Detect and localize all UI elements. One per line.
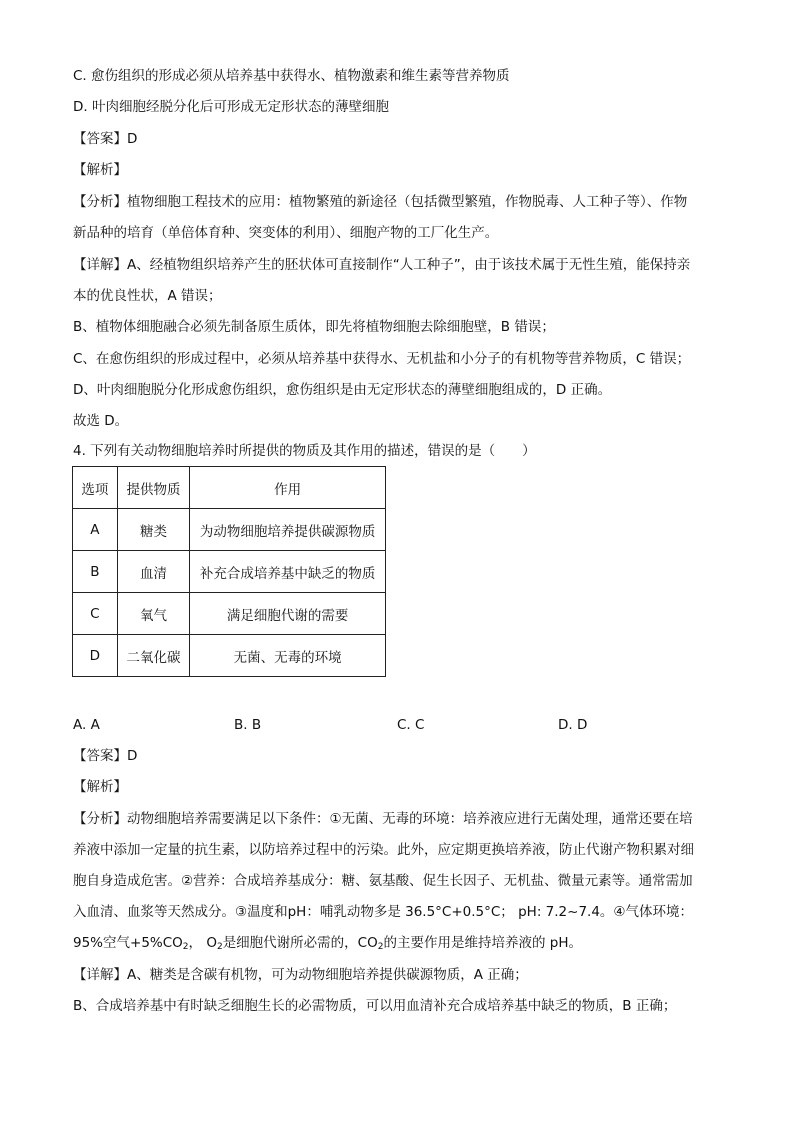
analysis-label: 【解析】 xyxy=(73,779,127,795)
table-cell: D xyxy=(73,635,118,677)
conclusion-text: 故选 D。 xyxy=(73,413,129,429)
question-4-stem: 4. 下列有关动物细胞培养时所提供的物质及其作用的描述，错误的是（ ） xyxy=(73,443,536,459)
analysis-text: 新品种的培育（单倍体育种、突变体的利用）、细胞产物的工厂化生产。 xyxy=(73,225,499,241)
table-row xyxy=(73,593,386,635)
analysis-text: 养液中添加一定量的抗生素，以防培养过程中的污染。此外，应定期更换培养液，防止代谢产物积累对细 xyxy=(73,842,694,858)
choice-d: D. D xyxy=(558,717,588,733)
table-cell: 无菌、无毒的环境 xyxy=(190,635,386,677)
choice-b: B. B xyxy=(234,717,262,733)
choice-a: A. A xyxy=(73,717,100,733)
text-line-c-option: C. 愈伤组织的形成必须从培养基中获得水、植物激素和维生素等营养物质 xyxy=(73,68,510,84)
table-cell: 氧气 xyxy=(117,593,190,635)
table-cell: 二氧化碳 xyxy=(117,635,190,677)
gas-text: 的主要作用是维持培养液的 pH。 xyxy=(383,935,582,951)
table-cell: 满足细胞代谢的需要 xyxy=(190,593,386,635)
detail-text: 【详解】A、糖类是含碳有机物，可为动物细胞培养提供碳源物质，A 正确； xyxy=(73,967,528,983)
detail-text: D、叶肉细胞脱分化形成愈伤组织，愈伤组织是由无定形状态的薄壁细胞组成的，D 正确。 xyxy=(73,382,612,398)
answer-label: 【答案】D xyxy=(73,748,138,764)
text-line-d-option: D. 叶肉细胞经脱分化后可形成无定形状态的薄壁细胞 xyxy=(73,99,389,115)
gas-text: 是细胞代谢所必需的，CO xyxy=(222,935,378,951)
choice-c: C. C xyxy=(397,717,425,733)
analysis-text: 胞自身造成危害。②营养：合成培养基成分：糖、氨基酸、促生长因子、无机盐、微量元素等。通常需加 xyxy=(73,873,693,889)
table-row xyxy=(73,635,386,677)
gas-environment-line xyxy=(73,933,582,957)
analysis-text: 【分析】动物细胞培养需要满足以下条件：①无菌、无毒的环境：培养液应进行无菌处理，通常还要在培 xyxy=(73,811,693,827)
table-row xyxy=(73,509,386,551)
table-cell: 血清 xyxy=(117,551,190,593)
table-cell: C xyxy=(73,593,118,635)
detail-text: B、合成培养基中有时缺乏细胞生长的必需物质，可以用血清补充合成培养基中缺乏的物质，B 正确； xyxy=(73,998,677,1014)
gas-text: 95%空气+5%CO xyxy=(73,935,183,951)
table-header-cell: 选项 xyxy=(73,467,118,509)
table-header-cell: 提供物质 xyxy=(117,467,190,509)
analysis-text: 【分析】植物细胞工程技术的应用：植物繁殖的新途径（包括微型繁殖，作物脱毒、人工种子等）、作物 xyxy=(73,194,688,210)
table-row xyxy=(73,551,386,593)
table-cell: 为动物细胞培养提供碳源物质 xyxy=(190,509,386,551)
detail-text: C、在愈伤组织的形成过程中，必须从培养基中获得水、无机盐和小分子的有机物等营养物质，C 错误； xyxy=(73,351,691,367)
subscript: 2 xyxy=(182,942,189,952)
table-header-cell: 作用 xyxy=(190,467,386,509)
table-cell: A xyxy=(73,509,118,551)
detail-text: B、植物体细胞融合必须先制备原生质体，即先将植物细胞去除细胞壁，B 错误； xyxy=(73,319,555,335)
analysis-text: 入血清、血浆等天然成分。③温度和pH：哺乳动物多是 36.5°C+0.5°C； pH: 7.2~7.4。④气体环境： xyxy=(73,904,694,920)
gas-text: ， O xyxy=(188,935,217,951)
subscript: 2 xyxy=(377,942,384,952)
table-header-row xyxy=(73,467,386,509)
detail-text: 【详解】A、经植物组织培养产生的胚状体可直接制作“人工种子”，由于该技术属于无性生殖，能保持亲 xyxy=(73,257,691,273)
analysis-label: 【解析】 xyxy=(73,162,127,178)
detail-text: 本的优良性状，A 错误； xyxy=(73,288,222,304)
options-table xyxy=(72,466,386,677)
table-cell: 糖类 xyxy=(117,509,190,551)
table-cell: B xyxy=(73,551,118,593)
answer-label: 【答案】D xyxy=(73,131,138,147)
subscript: 2 xyxy=(216,942,223,952)
table-cell: 补充合成培养基中缺乏的物质 xyxy=(190,551,386,593)
